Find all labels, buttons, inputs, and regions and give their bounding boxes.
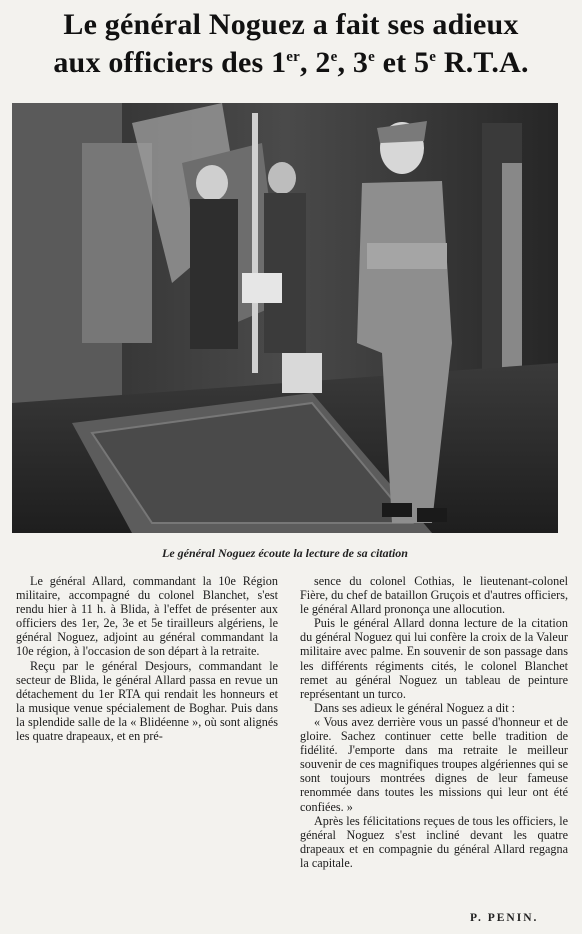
paragraph-3: sence du colonel Cothias, le lieutenant-colonel Fière, du chef de bataillon Gruçois et d'autres officiers, le général Allard prononça une allocution.	[300, 574, 568, 617]
photo-illustration	[12, 103, 558, 533]
headline-sup-3: e	[368, 49, 375, 65]
headline-prefix: aux officiers des 1	[53, 46, 287, 79]
byline: P. PENIN.	[470, 912, 539, 924]
article-column-right	[300, 574, 568, 870]
photo-caption: Le général Noguez écoute la lecture de sa citation	[162, 546, 408, 560]
news-photo	[12, 103, 558, 533]
headline-part-5: R.T.A.	[436, 46, 529, 79]
headline-part-3: , 3	[337, 46, 369, 79]
paragraph-7: Après les félicitations reçues de tous les officiers, le général Noguez s'est incliné devant les quatre drapeaux et en compagnie du général Allard regagna la capitale.	[300, 813, 568, 870]
headline	[10, 6, 572, 82]
paragraph-5: Dans ses adieux le général Noguez a dit :	[314, 700, 516, 715]
headline-sup-1: er	[286, 49, 301, 65]
headline-sup-2: e	[330, 49, 338, 65]
headline-sup-4: e	[429, 49, 437, 65]
headline-part-4: et 5	[374, 46, 430, 79]
paragraph-1: Le général Allard, commandant la 10e Région militaire, accompagné du colonel Blanchet, s'est rendu hier à 11 h. à Blida, à l'effet de présenter aux officiers des 1er, 2e, 3e et 5e tirailleurs algériens, le général Noguez, adjoint au général commandant la 10e région, à l'occasion de son départ à la retraite.	[16, 574, 278, 659]
headline-line-1: Le général Noguez a fait ses adieux	[63, 8, 519, 41]
article-column-left	[16, 574, 278, 743]
paragraph-2: Reçu par le général Desjours, commandant le secteur de Blida, le général Allard passa en revue un détachement du 1er RTA qui rendait les honneurs et la musique venue spécialement de Boghar. Puis dans la splendide salle de la « Blidéenne », où sont alignés les quatre drapeaux, et en pré-	[16, 658, 278, 744]
headline-line-2	[10, 44, 572, 82]
paragraph-quote: « Vous avez derrière vous un passé d'honneur et de gloire. Sachez continuer cette belle tradition de fidélité. J'emporte dans ma retraite le meilleur souvenir de ces magnifiques troupes algériennes qui se sont toujours montrées dignes de leur fameuse renommée dans toutes les missions qui leur ont été confiées. »	[300, 714, 568, 814]
paragraph-4: Puis le général Allard donna lecture de la citation du général Noguez qui lui confère la croix de la Valeur militaire avec palme. En souvenir de son passage dans les différents régiments cités, le colonel Blanchet remet au général Noguez un tableau de peinture représentant un turco.	[300, 616, 568, 701]
headline-part-2: , 2	[300, 46, 331, 79]
